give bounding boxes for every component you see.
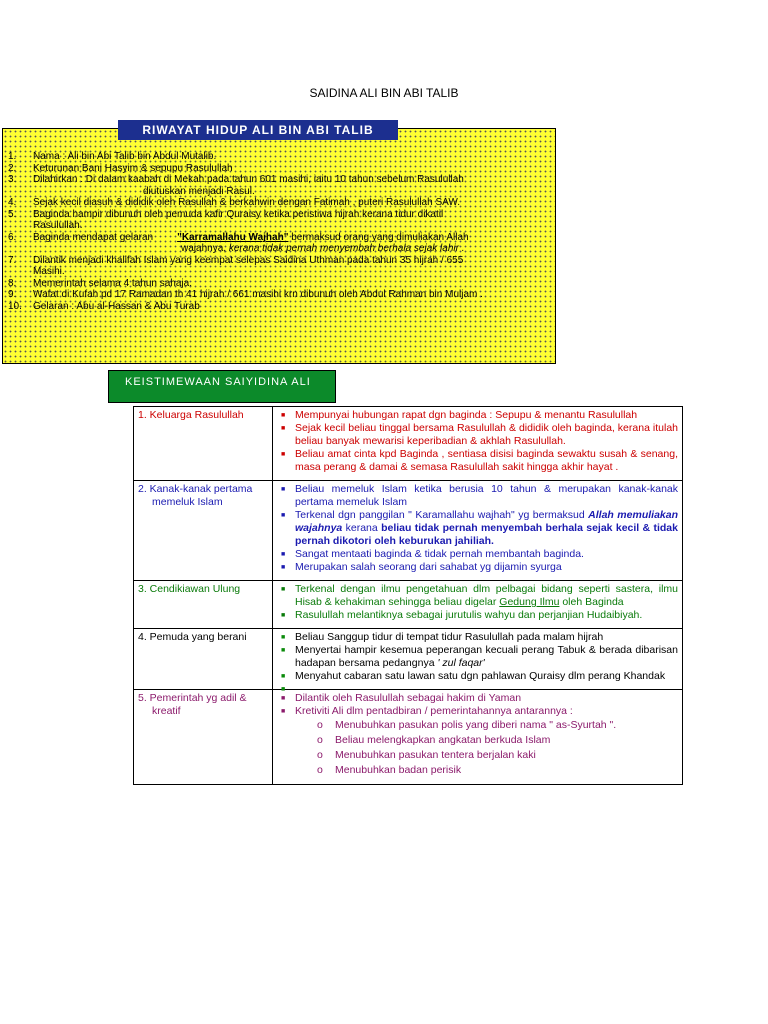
list-item: 6. Baginda mendapat gelaran "Karramallahu Wajhah" bermaksud orang yang dimuliakan Allah wajahnya, kerana tidak pernah menyembah berhala sejak lahir .: [8, 231, 469, 254]
list-item: ■ Rasulullah melantiknya sebagai jurutulis wahyu dan perjanjian Hudaibiyah.: [277, 609, 678, 622]
category-cell: 2. Kanak-kanak pertama memeluk Islam: [134, 481, 273, 581]
list-item: o Beliau melengkapkan angkatan berkuda Islam: [317, 733, 678, 748]
list-item: 4. Sejak kecil diasuh & dididik oleh Rasullah & berkahwin dengan Fatimah , puteri Rasulullah SAW.: [8, 197, 461, 208]
category-cell: 4. Pemuda yang berani: [134, 629, 273, 690]
list-item: 10. Gelaran : Abu al-Hassan & Abu Turab: [8, 300, 200, 312]
list-item: 7. Dilantik menjadi khalifah Islam yang keempat selepas Saidina Uthman pada tahun 35 hijrah / 655 Masihi.: [8, 254, 464, 277]
list-item: ■ Terkenal dgn panggilan " Karamallahu wajhah" yg bermaksud Allah memuliakan wajahnya kerana beliau tidak pernah menyembah berhala sejak kecil & tidak pernah dikotori oleh keburukan jahiliah.: [277, 509, 678, 548]
table-row: [134, 690, 683, 785]
list-item: ■ Kretiviti Ali dlm pentadbiran / pemerintahannya antarannya :: [277, 705, 678, 718]
list-item: 8. Memerintah selama 4 tahun sahaja.: [8, 277, 192, 289]
list-item: ■ Menyertai hampir kesemua peperangan kecuali perang Tabuk & berada dibarisan hadapan bersama pedangnya ' zul faqar': [277, 644, 678, 670]
list-item: ■ Dilantik oleh Rasulullah sebagai hakim di Yaman: [277, 692, 678, 705]
list-item: ■ Mempunyai hubungan rapat dgn baginda : Sepupu & menantu Rasulullah: [277, 409, 678, 422]
sub-list: [277, 718, 678, 778]
detail-cell: [273, 481, 683, 581]
list-item: ■ Terkenal dengan ilmu pengetahuan dlm pelbagai bidang seperti sastera, ilmu Hisab & kehakiman sehingga beliau digelar Gedung Ilmu oleh Baginda: [277, 583, 678, 609]
table-row: [134, 481, 683, 581]
detail-cell: [273, 581, 683, 629]
list-item: ■ Merupakan salah seorang dari sahabat yg dijamin syurga: [277, 561, 678, 574]
table-row: [134, 407, 683, 481]
document-title: SAIDINA ALI BIN ABI TALIB: [309, 86, 459, 100]
keistimewaan-table: [133, 406, 683, 785]
list-item: ■ Beliau Sanggup tidur di tempat tidur Rasulullah pada malam hijrah: [277, 631, 678, 644]
list-item: 5. Baginda hampir dibunuh oleh pemuda kafir Quraisy ketika peristiwa hijrah kerana tidur dikatil Rasulullah.: [8, 208, 444, 231]
detail-cell: [273, 690, 683, 785]
detail-cell: [273, 629, 683, 690]
category-cell: 1. Keluarga Rasulullah: [134, 407, 273, 481]
detail-cell: [273, 407, 683, 481]
list-item: ■ Beliau memeluk Islam ketika berusia 10 tahun & merupakan kanak-kanak pertama memeluk Islam: [277, 483, 678, 509]
table-row: [134, 581, 683, 629]
list-item: 1. Nama : Ali bin Abi Talib bin Abdul Mutalib.: [8, 151, 217, 162]
riwayat-heading: RIWAYAT HIDUP ALI BIN ABI TALIB: [118, 120, 398, 140]
category-cell: 3. Cendikiawan Ulung: [134, 581, 273, 629]
list-item: 3. Dilahirkan : Di dalam kaabah di Mekah pada tahun 601 masihi, iaitu 10 tahun sebelum Rasulullah diutuskan menjadi Rasul.: [8, 174, 464, 197]
list-item: o Menubuhkan badan perisik: [317, 763, 678, 778]
category-cell: 5. Pemerintah yg adil & kreatif: [134, 690, 273, 785]
list-item: 2. Keturunan Bani Hasyim & sepupu Rasulullah: [8, 162, 233, 174]
list-item: o Menubuhkan pasukan tentera berjalan kaki: [317, 748, 678, 763]
keistimewaan-heading: KEISTIMEWAAN SAIYIDINA ALI: [108, 370, 336, 403]
list-item: o Menubuhkan pasukan polis yang diberi nama " as-Syurtah ".: [317, 718, 678, 733]
list-item: ■ Sejak kecil beliau tinggal bersama Rasulullah & dididik oleh baginda, kerana itulah beliau banyak mewarisi keperibadian & akhlah Rasulullah.: [277, 422, 678, 448]
list-item: 9. Wafat di Kufah pd 17 Ramadan th 41 hijrah / 661 masihi krn dibunuh oleh Abdul Rahman bin Muljam .: [8, 289, 483, 300]
table-row: [134, 629, 683, 690]
list-item: ■ Sangat mentaati baginda & tidak pernah membantah baginda.: [277, 548, 678, 561]
list-item: ■ Menyahut cabaran satu lawan satu dgn pahlawan Quraisy dlm perang Khandak: [277, 670, 678, 683]
riwayat-list: [8, 151, 548, 312]
list-item: ■ Beliau amat cinta kpd Baginda , sentiasa disisi baginda sewaktu susah & senang, masa perang & damai & semasa Rasulullah sakit hingga akhir hayat .: [277, 448, 678, 474]
